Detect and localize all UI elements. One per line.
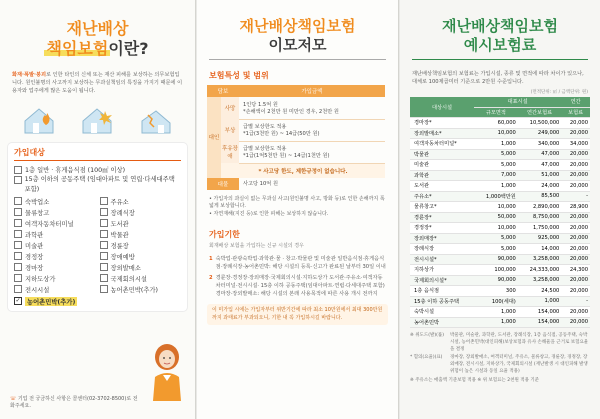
- facility-cell: 국제회의시설*: [410, 275, 474, 286]
- value-cell: 14,000: [518, 244, 562, 255]
- coverage-header-cell: 가입금액: [301, 89, 323, 95]
- deadline-section-title: 가입기한: [209, 229, 240, 239]
- value-cell: 90,000: [474, 254, 518, 265]
- facility-cell: 도서관: [410, 181, 474, 192]
- coverage-header-cell: 담보: [217, 89, 229, 95]
- value-cell: 20,000: [561, 181, 590, 192]
- row-label: 후유장애: [221, 141, 239, 163]
- collapse-house-icon: [138, 105, 174, 135]
- value-cell: 1,000: [474, 139, 518, 150]
- deadline-number: 2: [209, 274, 213, 281]
- eligibility-item: 경정장: [14, 251, 96, 262]
- value-cell: 20,000: [561, 317, 590, 328]
- checkbox-icon: [14, 208, 22, 216]
- value-cell: 7,000: [474, 170, 518, 181]
- eligibility-item: 여객자동차터미널: [14, 218, 96, 229]
- facility-cell: 지하상가: [410, 265, 474, 276]
- coverage-row-injury: [207, 119, 385, 141]
- value-cell: 3,258,000: [518, 254, 562, 265]
- facility-cell: 경륜장*: [410, 212, 474, 223]
- panel1-intro: [12, 71, 183, 95]
- value-cell: 34,000: [561, 139, 590, 150]
- bullet-item: • 가입자의 과실이 없는 무과실 사고(원인불명 사고, 방화 등)로 인한 손해까지 폭넓게 보상합니다.: [209, 195, 385, 210]
- value-cell: 1,000: [474, 181, 518, 192]
- premium-header-cell: 보험료: [561, 107, 590, 118]
- facility-cell: 경마장*: [410, 118, 474, 129]
- value-cell: 24,500: [518, 286, 562, 297]
- value-cell: 10,500,000: [518, 118, 562, 129]
- premium-header-row: [410, 97, 590, 107]
- premium-rows: [410, 118, 590, 328]
- premium-header-cell: 연간보험료: [518, 107, 562, 118]
- value-cell: 47,000: [518, 149, 562, 160]
- value-cell: 154,000: [518, 317, 562, 328]
- checkmark-icon: ✓: [15, 297, 21, 305]
- value-cell: 10,000: [474, 202, 518, 213]
- value-cell: 300: [474, 286, 518, 297]
- facility-cell: 전시시설*: [410, 254, 474, 265]
- checkbox-icon: [100, 230, 108, 238]
- panel1-title-rest: 이란?: [108, 38, 149, 58]
- eligibility-divider: [14, 160, 181, 161]
- premium-table-row: [410, 286, 590, 297]
- value-cell: 60,000: [474, 118, 518, 129]
- eligibility-item: 전시시설: [14, 284, 96, 295]
- premium-footer: ※ 주유소는 매출액 기준보험 적용 ※ 위 보험료는 2천원 적용 기준: [410, 377, 540, 383]
- checkbox-icon: [14, 230, 22, 238]
- coverage-section-title: 보험특성 및 범위: [209, 71, 269, 80]
- fire-house-icon: [21, 105, 57, 135]
- panel3-title-line2: 예시보험료: [463, 35, 537, 54]
- checkbox-icon: [14, 285, 22, 293]
- premium-header-cell: 대상시설: [410, 97, 474, 118]
- premium-table-row: [410, 191, 590, 202]
- value-cell: 3,258,000: [518, 275, 562, 286]
- panel1-footer: [10, 396, 140, 412]
- row-label: 부상: [221, 119, 239, 141]
- deadline-item-1: 1 숙박업·관광숙박업·과학관·물 · 창고·박물관 및 미술관 일반음식점·휴게음식점·장례식장·농어촌민박: 해당 시설의 등록·신고가 완료된 날부터 30일 이내: [209, 255, 386, 270]
- panel2-title-line2: 이모저모: [268, 35, 327, 54]
- eligibility-item: 지하도상가: [14, 273, 96, 284]
- penalty-warning: 이 미가입 시에는 가입자부터 위반기간에 따라 최소 10만원에서 최대 300만원까지 과태료가 부과되오니, 기한 내 꼭 가입하시길 바랍니다.: [207, 304, 388, 326]
- panel1-title-line1: 재난배상: [66, 19, 129, 38]
- panel3-title-divider: [412, 59, 588, 60]
- checkbox-icon: [100, 219, 108, 227]
- value-cell: 154,000: [518, 307, 562, 318]
- deadline-number: 1: [209, 255, 213, 262]
- checkbox-icon: [100, 208, 108, 216]
- facility-cell: 장외매장*: [410, 233, 474, 244]
- hazard-icons: [10, 105, 185, 135]
- value-cell: 5,000: [474, 244, 518, 255]
- value-cell: 20,000: [561, 244, 590, 255]
- coverage-notice: * 사고당 한도, 제한규정이 없습니다.: [221, 163, 385, 178]
- value-cell: 85,500: [518, 191, 562, 202]
- premium-intro: 재난배상책임보험의 보험료는 가입시설, 종류 및 면적에 따라 차이가 있으나, 대체로 100제곱미터 기준으로 2만원 수준입니다.: [412, 71, 584, 86]
- premium-table-row: [410, 202, 590, 213]
- value-cell: 28,900: [561, 202, 590, 213]
- agent-illustration-icon: [145, 341, 189, 401]
- facility-cell: 숙박시설: [410, 307, 474, 318]
- facility-cell: 장외발매소*: [410, 128, 474, 139]
- premium-notes: [410, 333, 590, 384]
- value-cell: 20,000: [561, 223, 590, 234]
- eligibility-item: 박물관: [100, 229, 182, 240]
- premium-table-row: [410, 265, 590, 276]
- premium-table-row: [410, 317, 590, 328]
- facility-cell: 미술관: [410, 160, 474, 171]
- premium-header-cell: 연간: [561, 97, 590, 107]
- checkbox-icon: [14, 197, 22, 205]
- intro-hazard: 화재·폭발·붕괴: [12, 72, 47, 79]
- panel1-eligibility-box: [8, 143, 187, 310]
- value-cell: 100(세대): [474, 296, 518, 307]
- value-cell: 24,300: [561, 265, 590, 276]
- eligibility-item: 경륜장: [100, 240, 182, 251]
- facility-cell: 물류창고*: [410, 202, 474, 213]
- property-value: 사고당 10억 원: [243, 181, 278, 187]
- value-cell: 8,750,000: [518, 212, 562, 223]
- value-cell: 340,000: [518, 139, 562, 150]
- value-cell: 20,000: [561, 233, 590, 244]
- checkbox-icon: [100, 252, 108, 260]
- checkbox-icon: [14, 263, 22, 271]
- premium-table-row: [410, 223, 590, 234]
- value-cell: 5,000: [474, 149, 518, 160]
- checkbox-icon: [14, 219, 22, 227]
- eligibility-item: 농어촌민박(추가): [100, 284, 182, 295]
- coverage-bullets: [209, 196, 386, 219]
- panel-details: [197, 0, 399, 419]
- panel1-footer-text: 기업 전 궁금하신 사항은 콜센터(02-3702-8500)로 전화주세요.: [10, 395, 138, 410]
- panel2-title-divider: [209, 59, 386, 60]
- facility-cell: 여객자동차터미널*: [410, 139, 474, 150]
- checkbox-icon: [14, 176, 22, 184]
- value-cell: 20,000: [561, 212, 590, 223]
- eligibility-item-restaurant: 1층 일반 · 휴게음식점 (100㎡ 이상): [14, 164, 181, 175]
- eligibility-item: 도서관: [100, 218, 182, 229]
- value-cell: 1,000: [518, 296, 562, 307]
- coverage-table: [207, 85, 385, 190]
- facility-cell: 과학관: [410, 170, 474, 181]
- eligibility-item: 미술관: [14, 240, 96, 251]
- row-value: 급별 보상한도 적용 *1급(1억5천만 원) ~ 14급(1천만 원): [239, 141, 385, 163]
- premium-table-row: [410, 307, 590, 318]
- eligibility-item: 장애예방: [100, 251, 182, 262]
- eligibility-grid: [14, 196, 181, 295]
- value-cell: 24,333,000: [518, 265, 562, 276]
- coverage-row-property: [207, 178, 385, 190]
- eligibility-item: 주유소: [100, 196, 182, 207]
- checkbox-icon: [14, 166, 22, 174]
- facility-cell: 장례식장: [410, 244, 474, 255]
- checkbox-icon: [14, 252, 22, 260]
- panel-what-is-insurance: [0, 0, 196, 419]
- value-cell: 1,000백만원: [474, 191, 518, 202]
- premium-table-row: [410, 254, 590, 265]
- value-cell: 20,000: [561, 286, 590, 297]
- value-cell: 20,000: [561, 160, 590, 171]
- premium-table-row: [410, 170, 590, 181]
- premium-table-row: [410, 139, 590, 150]
- premium-table-row: [410, 118, 590, 129]
- panel2-title-line1: 재난배상책임보험: [239, 17, 356, 35]
- premium-table-row: [410, 181, 590, 192]
- value-cell: 20,000: [561, 128, 590, 139]
- value-cell: 5,000: [474, 233, 518, 244]
- row-value: 급별 보상한도 적용 *1급(3천만 원) ~ 14급(50만 원): [239, 119, 385, 141]
- checkbox-icon: [14, 274, 22, 282]
- explosion-house-icon: [79, 105, 115, 135]
- eligibility-item: 과학관: [14, 229, 96, 240]
- premium-table: [410, 97, 590, 328]
- value-cell: 20,000: [561, 307, 590, 318]
- facility-cell: 15층 이하 공동주택: [410, 296, 474, 307]
- value-cell: 100,000: [474, 265, 518, 276]
- value-cell: 10,000: [474, 128, 518, 139]
- eligibility-item: 장례식장: [100, 207, 182, 218]
- checkbox-icon: [14, 241, 22, 249]
- coverage-notice-row: [207, 163, 385, 178]
- phone-icon: ☏: [10, 395, 18, 402]
- premium-table-row: [410, 160, 590, 171]
- eligibility-item: 경마장: [14, 262, 96, 273]
- premium-table-row: [410, 233, 590, 244]
- facility-cell: 주유소*: [410, 191, 474, 202]
- bullet-item: • 자연재해(지진 등)로 인한 피해는 보상하지 않습니다.: [209, 211, 329, 217]
- value-cell: 47,000: [518, 160, 562, 171]
- eligibility-item-checked: [14, 296, 181, 307]
- premium-table-row: [410, 149, 590, 160]
- eligibility-section-title: 가입대상: [14, 148, 45, 158]
- premium-note: ※ 위도드(발)(률) 박물관, 미술관, 과학관, 도서관, 장례식장, 1층 음식점, 공동주택, 숙박시설, 농어촌민박(대인피해)보상보험과 유사 손해율을 근거로 보험요율을 결정: [410, 333, 589, 352]
- value-cell: 1,000: [474, 317, 518, 328]
- eligibility-item: 장외발매소: [100, 262, 182, 273]
- checkbox-icon: [100, 274, 108, 282]
- coverage-row-disability: [207, 141, 385, 163]
- checkbox-icon: [100, 263, 108, 271]
- premium-header-cell: 규모면적: [474, 107, 518, 118]
- premium-note: * 혈의(요율)(표) 경마장, 장외발매소, 여객터미널, 주유소, 물류창고, 경륜장, 경정장, 장외매장, 전시시설, 지하상가, 국제회의시설 (재난발생 시 대인피해 발생 위험이 높은 시설과 동일 요율 적용): [410, 355, 588, 374]
- panel1-title-highlight: 책임보험: [46, 38, 109, 58]
- facility-cell: 1층 음식점: [410, 286, 474, 297]
- coverage-row-death: [207, 97, 385, 119]
- eligibility-item: 숙박업소: [14, 196, 96, 207]
- value-cell: 24,000: [518, 181, 562, 192]
- value-cell: 5,000: [474, 160, 518, 171]
- premium-table-row: [410, 275, 590, 286]
- checked-item-label: 농어촌민박(추가): [27, 298, 76, 306]
- value-cell: 1,750,000: [518, 223, 562, 234]
- property-label: 대물: [207, 178, 239, 190]
- value-cell: -: [561, 296, 590, 307]
- value-cell: -: [561, 191, 590, 202]
- checkbox-icon: [100, 285, 108, 293]
- coverage-header-row: [207, 85, 385, 97]
- intro-text: 로 인한 타인의 신체 또는 재산 피해를 보상하는 의무보험입니다. 원인불명의 사고까지 보상하는 무과실책임의 특징을 가지기 때문에 이용자와 업주에게 많은 도움이 됩니다.: [12, 72, 183, 95]
- value-cell: 20,000: [561, 118, 590, 129]
- value-cell: 20,000: [561, 254, 590, 265]
- value-cell: 51,000: [518, 170, 562, 181]
- value-cell: 20,000: [561, 275, 590, 286]
- checkbox-icon: [100, 241, 108, 249]
- premium-table-row: [410, 244, 590, 255]
- panel3-title-line1: 재난배상책임보험: [442, 17, 558, 35]
- premium-table-row: [410, 128, 590, 139]
- group-label-person: 대인: [207, 97, 221, 178]
- eligibility-item: 물류창고: [14, 207, 96, 218]
- value-cell: 925,000: [518, 233, 562, 244]
- premium-header-cell: 대표시설: [474, 97, 561, 107]
- checkbox-icon: [100, 197, 108, 205]
- deadline-intro: 회재배상 보험을 가입하는 신규 시설의 경우: [209, 242, 304, 249]
- panel-sample-premium: [400, 0, 600, 419]
- eligibility-item: 국제회의시설: [100, 273, 182, 284]
- value-cell: 90,000: [474, 275, 518, 286]
- value-cell: 249,000: [518, 128, 562, 139]
- facility-cell: 농어촌민박: [410, 317, 474, 328]
- value-cell: 2,890,000: [518, 202, 562, 213]
- deadline-item-2: 2 경륜장·경정장·장외매장·국제회의시설·지하도상가 도서관·주유소·여객자동차터미널·전시시설· 15층 이하 공동주택(임대아파트·연립·다세대주택 포함) 경마장·장외발매소: 해당 시설의 본래 사용목적에 따른 사용 개시 전까지: [209, 274, 385, 297]
- premium-table-row: [410, 212, 590, 223]
- unit-note: (면적단위: ㎡ / 금액단위: 원): [530, 90, 588, 96]
- value-cell: 1,000: [474, 307, 518, 318]
- value-cell: 50,000: [474, 212, 518, 223]
- value-cell: 20,000: [561, 149, 590, 160]
- facility-cell: 경정장*: [410, 223, 474, 234]
- value-cell: 20,000: [561, 170, 590, 181]
- eligibility-item-housing: 15층 이하의 공동주택 (임대아파트 및 연립·다세대주택 포함): [14, 175, 181, 193]
- facility-cell: 박물관: [410, 149, 474, 160]
- row-label: 사망: [221, 97, 239, 119]
- value-cell: 10,000: [474, 223, 518, 234]
- premium-table-row: [410, 296, 590, 307]
- row-value: 1인당 1.5억 원 *손해액이 2천만 원 미만인 경우, 2천만 원: [239, 97, 385, 119]
